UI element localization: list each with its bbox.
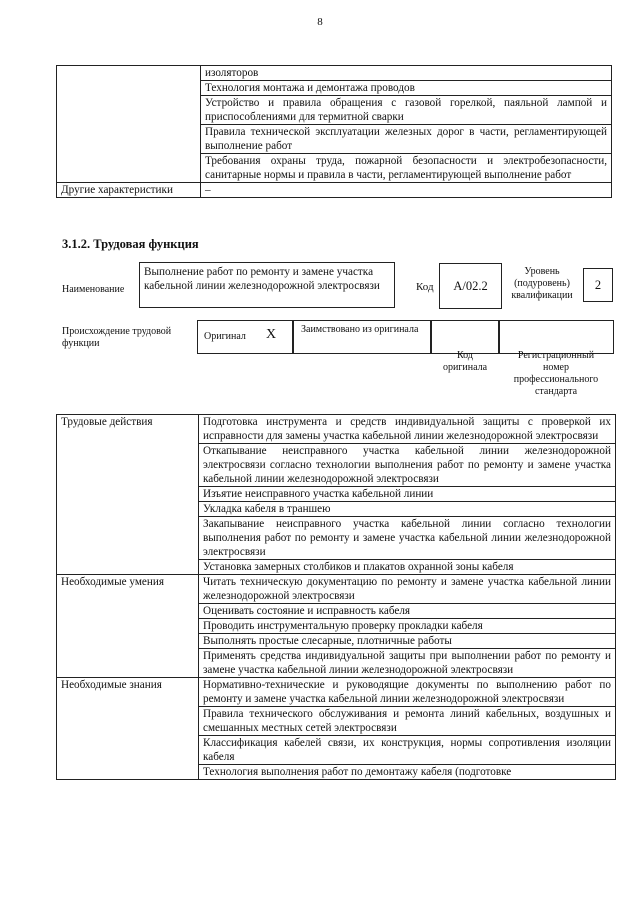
table-row: Правила технического обслуживания и ремонта линий кабельных, воздушных и смешанных местных сетей электросвязи — [199, 707, 616, 736]
section-heading: 3.1.2. Трудовая функция — [62, 237, 199, 251]
table-row: Устройство и правила обращения с газовой горелкой, паяльной лампой и приспособлениями для термитной сварки — [201, 96, 612, 125]
code-label: Код — [416, 281, 434, 293]
other-characteristics-value: – — [201, 183, 612, 198]
labor-actions-label: Трудовые действия — [57, 415, 199, 575]
original-code-caption: Код оригинала — [442, 350, 488, 373]
table-row: Изъятие неисправного участка кабельной линии — [199, 487, 616, 502]
main-table — [56, 414, 616, 780]
table-row: Требования охраны труда, пожарной безопасности и электробезопасности, санитарные нормы и правила в части, регламентирующей выполнение работ — [201, 154, 612, 183]
top-table — [56, 65, 612, 198]
table-row: Технология выполнения работ по демонтажу кабеля (подготовке — [199, 765, 616, 780]
borrowed-label: Заимствовано из оригинала — [301, 324, 419, 335]
registration-number-caption: Регистрационный номер профессионального стандарта — [513, 350, 599, 397]
original-mark: X — [266, 327, 277, 342]
table-row: Проводить инструментальную проверку прокладки кабеля — [199, 619, 616, 634]
borrowed-box — [292, 320, 432, 354]
original-label: Оригинал — [204, 331, 246, 342]
other-characteristics-label: Другие характеристики — [57, 183, 201, 198]
table-row: изоляторов — [201, 66, 612, 81]
table-row: Подготовка инструмента и средств индивидуальной защиты с проверкой их исправности для замены участка кабельной линии железнодорожной электросвязи — [199, 415, 616, 444]
table-row: Укладка кабеля в траншею — [199, 502, 616, 517]
table-row: Оценивать состояние и исправность кабеля — [199, 604, 616, 619]
original-box — [197, 320, 294, 354]
table-row: Нормативно-технические и руководящие документы по выполнению работ по ремонту и замене участка кабельной линии железнодорожной электросвязи — [199, 678, 616, 707]
table-row: Читать техническую документацию по ремонту и замене участка кабельной линии железнодорожной электросвязи — [199, 575, 616, 604]
name-label: Наименование — [62, 284, 125, 295]
page-number: 8 — [317, 16, 323, 28]
origin-label: Происхождение трудовой функции — [62, 326, 172, 349]
table-row: Выполнять простые слесарные, плотничные работы — [199, 634, 616, 649]
required-knowledge-label: Необходимые знания — [57, 678, 199, 780]
qualification-level-label: Уровень (подуровень) квалификации — [511, 266, 573, 301]
function-name-box: Выполнение работ по ремонту и замене участка кабельной линии железнодорожной электросвязи — [139, 262, 395, 308]
table-row: Технология монтажа и демонтажа проводов — [201, 81, 612, 96]
function-code-box: А/02.2 — [439, 263, 502, 309]
registration-number-box — [498, 320, 614, 354]
qualification-level-box: 2 — [583, 268, 613, 302]
table-row: Классификация кабелей связи, их конструкция, нормы сопротивления изоляции кабеля — [199, 736, 616, 765]
original-code-box — [430, 320, 500, 354]
required-skills-label: Необходимые умения — [57, 575, 199, 678]
table-row: Установка замерных столбиков и плакатов охранной зоны кабеля — [199, 560, 616, 575]
table-row: Откапывание неисправного участка кабельной линии железнодорожной электросвязи согласно технологии выполнения работ по ремонту и замене участка кабельной линии железнодорожной электросвязи — [199, 444, 616, 487]
table-row: Применять средства индивидуальной защиты при выполнении работ по ремонту и замене участка кабельной линии железнодорожной электросвязи — [199, 649, 616, 678]
table-row: Правила технической эксплуатации железных дорог в части, регламентирующей выполнение работ — [201, 125, 612, 154]
table-row: Закапывание неисправного участка кабельной линии согласно технологии выполнения работ по ремонту и замене участка кабельной линии железнодорожной электросвязи — [199, 517, 616, 560]
